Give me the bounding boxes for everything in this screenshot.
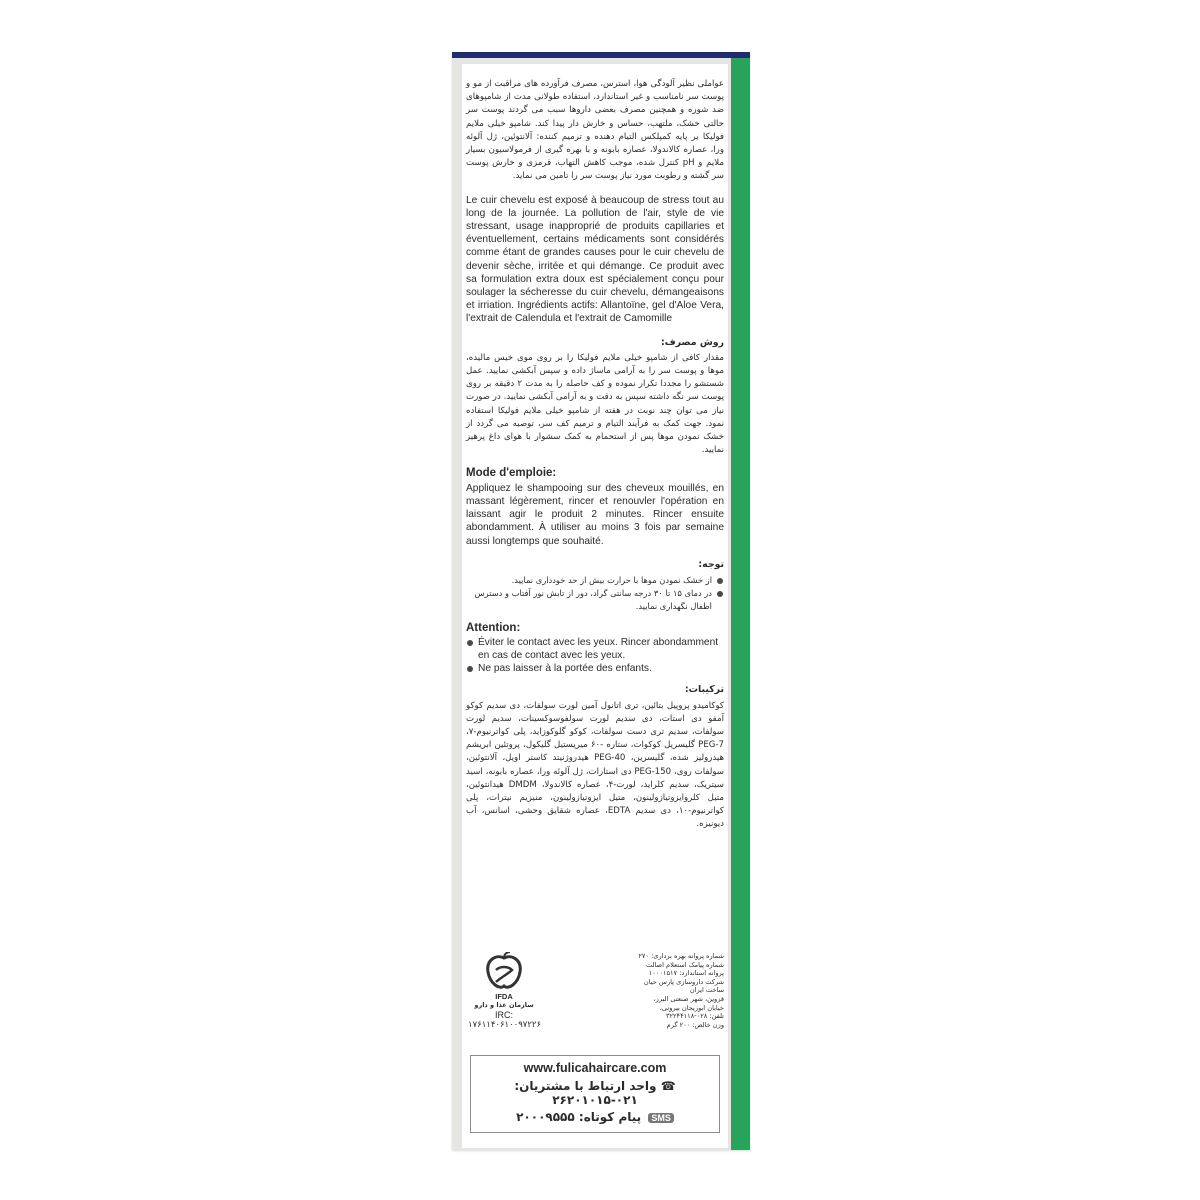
caution-list-french (466, 636, 724, 676)
intro-persian: عواملی نظیر آلودگی هوا، استرس، مصرف فرآورده های مراقبت از مو و پوست سر نامناسب و غیر استاندارد، استفاده طولانی مدت از شامپوهای ضد شوره و همچنین مصرف بعضی داروها سبب می گردند پوست سر حالتی خشک، ملتهب، حساس و خارش دار پیدا کند. شامپو خیلی ملایم فولیکا بر پایه کمپلکس التیام دهنده و ترمیم کننده: آلانتوئین، ژل آلوئه ورا، عصاره کالاندولا، عصاره بابونه و با بهره گیری از فرمولاسیون بسیار ملایم و pH کنترل شده، موجب کاهش التهاب، قرمزی و خارش پوست سر گشته و رطوبت مورد نیاز پوست سر را تامین می نماید. (466, 79, 724, 182)
website-link[interactable]: www.fulicahaircare.com (523, 1061, 667, 1075)
box-top-edge (452, 52, 750, 58)
caution-item: در دمای ۱۵ تا ۳۰ درجه سانتی گراد، دور از تابش نور آفتاب و دسترس اطفال نگهداری نمایید. (466, 587, 724, 613)
info-line: شماره پروانه بهره برداری: ۲۷۰ (638, 952, 724, 960)
usage-heading-persian: روش مصرف: (661, 336, 724, 348)
logo-caption-fa: سازمان غذا و دارو (474, 1001, 534, 1009)
sms-row (477, 1110, 713, 1124)
info-line: قزوین، شهر صنعتی البرز، (653, 994, 724, 1003)
caution-heading-persian: توجه: (698, 558, 724, 570)
info-line: ساخت ایران (689, 986, 724, 995)
contact-box (470, 1055, 720, 1133)
info-line: شماره پیامک استعلام اصالت (645, 960, 724, 969)
license-info (574, 952, 724, 1029)
sms-icon: SMS (648, 1113, 674, 1123)
caution-heading-french: Attention: (466, 621, 521, 634)
footer-info (466, 952, 724, 1038)
irc-number: ۱۷۶۱۱۴۰۶۱۰۰۹۷۲۲۶ (468, 1020, 542, 1030)
label-text (466, 78, 724, 842)
caution-item: Éviter le contact avec les yeux. Rincer abondamment en cas de contact avec les yeux. (466, 636, 724, 662)
phone-number: ۰۲۱-۲۶۲۰۱۰۱۵ (552, 1093, 638, 1107)
ingredients-text: کوکامیدو پروپیل بتائین، تری اتانول آمین لورت سولفات، دی سدیم کوکو آمفو دی استات، دی سدیم لورت سولفوسوکسینات، سدیم لورت سولفات، سدیم تری دست سولفات، کوکو گلوکوزاید، پلی کواترنیوم-۷، PEG-7 گلیسریل کوکوات، ستاره -۶۰ میریستیل گلیکول، پروتئین ابریشم هیدرولیز شده، گلیسرین، PEG-40 هیدروژنیتد کاستر اویل، آلانتوئین، سولفات روی، PEG-150 دی استارات، ژل آلوئه ورا، عصاره بابونه، اسید سیتریک، سدیم کلراید، لورت-۴، عصاره کالاندولا، DMDM هیدانتوئین، متیل کلروایزوتیازولینون، متیل ایزوتیازولینون، منیزیم نیترات، پلی کواترنیوم-۱۰، دی سدیم EDTA، عصاره شقایق وحشی، اسانس، آب دیونیزه. (466, 700, 725, 830)
usage-text-french: Appliquez le shampooing sur des cheveux mouillés, en massant légèrement, rincer et renouvler l'opération en laissant agir le produit 2 minutes. Rincer ensuite abondamment. À utiliser au moins 3 fois par semaine aussi longtemps que souhaité. (466, 482, 724, 547)
caution-item: Ne pas laisser à la portée des enfants. (466, 662, 724, 675)
sms-label: پیام کوتاه: (578, 1110, 642, 1124)
caution-list-persian (466, 574, 724, 614)
irc-label: IRC: (495, 1010, 513, 1020)
info-line: وزن خالص: ۲۰۰ گرم (666, 1020, 724, 1029)
usage-heading-french: Mode d'emploie: (466, 467, 557, 480)
caution-item: از خشک نمودن موها با حرارت بیش از حد خودداری نمایید. (466, 574, 724, 587)
info-line: پروانه استاندارد: ۱۰۰۰۱۵۱۷ (648, 969, 724, 978)
intro-french: Le cuir chevelu est exposé à beaucoup de stress tout au long de la journée. La pollution de l'air, style de vie stressant, usage inapproprié de produits capillaries et éventuellement, certains médicaments sont considérés comme étant de grandes causes pour le cuir chevelu de devenir sèche, irritée et qui démange. Ce produit avec sa formulation extra doux est spécialement conçu pour soulager la sécheresse du cuir chevelu, démangeaisons et irriation. Ingrédients actifs: Allantoïne, gel d'Aloe Vera, l'extrait de Calendula et l'extrait de Camomille (466, 194, 724, 325)
usage-text-persian: مقدار کافی از شامپو خیلی ملایم فولیکا را بر روی موی خیس مالیده، موها و پوست سر را به آرامی ماساژ داده و سپس آبکشی نمایید. عمل شستشو را مجددا تکرار نموده و کف حاصله را به مدت ۲ دقیقه بر روی پوست سر نگه داشته سپس به دقت و به آرامی آبکشی نمایید. در صورت نیاز می توان چند نوبت در هفته از شامپو خیلی ملایم فولیکا استفاده نمود. جهت کمک به فرآیند التیام و ترمیم کف سر، توصیه می گردد از خشک نمودن موها پس از استحمام به کمک سشوار با هوای داغ پرهیز نمایید. (466, 352, 724, 456)
ifda-emblem-icon (482, 952, 526, 992)
ifda-logo (468, 952, 540, 1030)
ingredients-heading: ترکیبات: (684, 684, 724, 696)
info-line: شرکت داروسازی پارس حیان (643, 977, 724, 986)
logo-caption-en: IFDA (495, 992, 513, 1001)
phone-label: واحد ارتباط با مشتریان: (514, 1079, 657, 1093)
green-side-stripe (731, 58, 750, 1150)
info-line: تلفن: ۰۲۸-۳۲۲۴۴۱۱۸ (665, 1012, 724, 1021)
phone-icon: ☎ (660, 1079, 676, 1093)
customer-service-row (477, 1079, 713, 1107)
sms-number: ۲۰۰۰۹۵۵۵ (516, 1110, 575, 1124)
info-line: خیابان ابوریحان بیرونی، (659, 1003, 724, 1012)
